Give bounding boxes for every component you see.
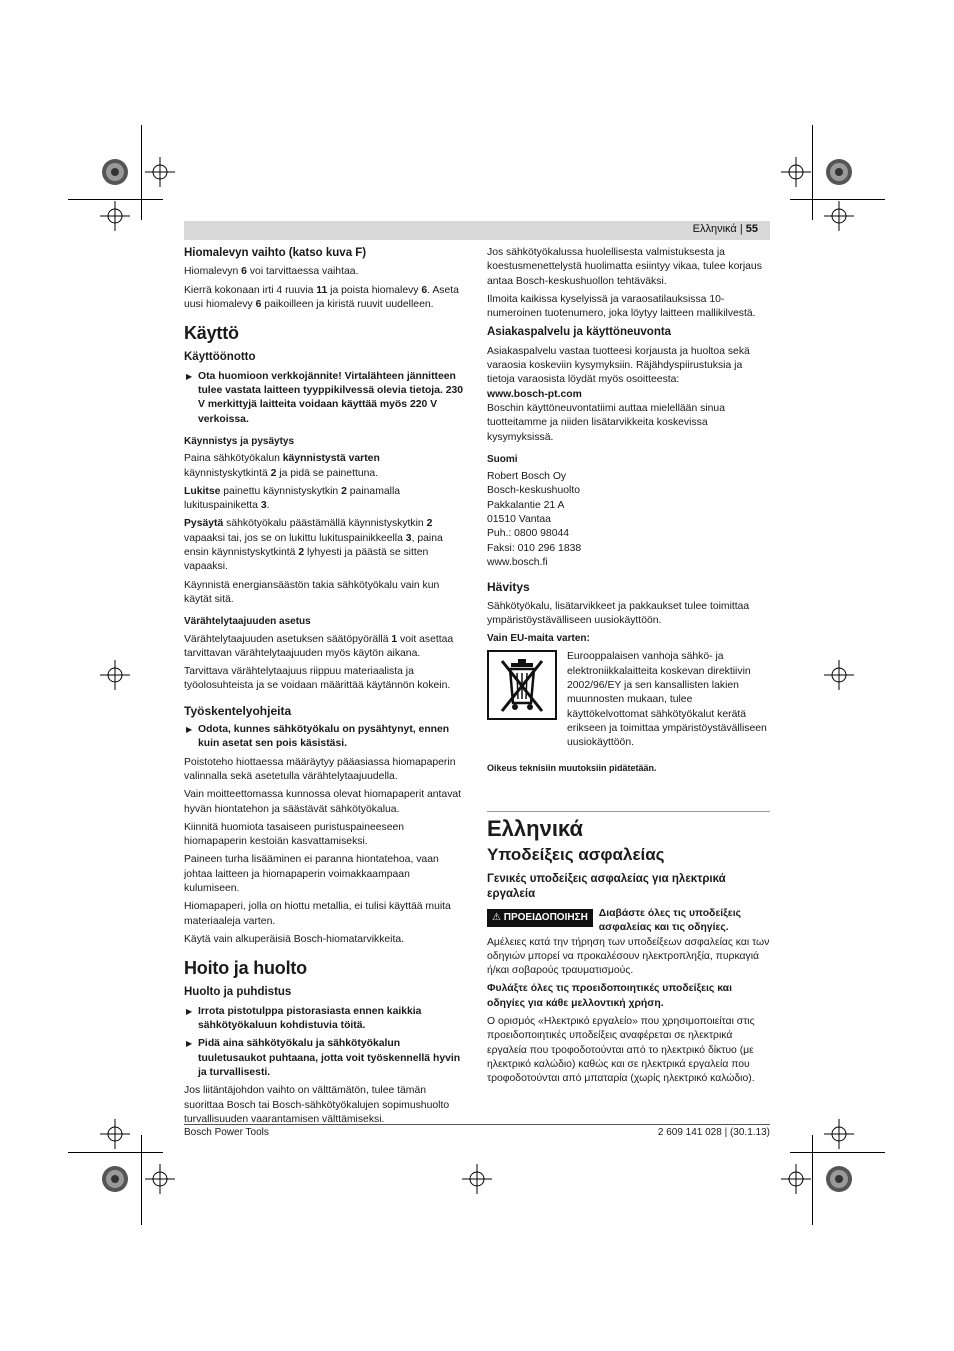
paragraph: Boschin käyttöneuvontatiimi auttaa mielellään sinua tuotteitamme ja niiden lisätarvikkeita koskevissa kysymyksissä.	[487, 402, 725, 443]
paragraph: Käynnistä energiansäästön takia sähkötyökalu vain kun käytät sitä.	[184, 579, 440, 605]
address-line: Pakkalantie 21 A	[487, 499, 565, 511]
heading-hoito: Hoito ja huolto	[184, 958, 307, 979]
paragraph: Jos liitäntäjohdon vaihto on välttämätön, tulee tämän suorittaa Bosch tai Bosch-sähkötyökalujen sopimushuolto turvallisuuden vaarantamisen välttämiseksi.	[184, 1085, 450, 1125]
paragraph: Hiomapaperi, jolla on hiottu metallia, ei tulisi käyttää muita materiaaleja varten.	[184, 901, 451, 927]
warning-badge	[487, 909, 593, 927]
heading-eu: Vain EU-maita varten:	[487, 633, 590, 645]
heading-general-safety: Γενικές υποδείξεις ασφαλείας για ηλεκτρικά εργαλεία	[487, 873, 726, 900]
paragraph: Hiomalevyn 6 voi tarvittaessa vaihtaa.	[184, 266, 359, 278]
heading-huolto: Huolto ja puhdistus	[184, 986, 292, 999]
paragraph: Käytä vain alkuperäisiä Bosch-hiomatarvikkeita.	[184, 933, 405, 945]
heading-varahtely: Värähtelytaajuuden asetus	[184, 616, 311, 628]
registration-mark-icon	[824, 157, 854, 187]
page-header-text	[693, 223, 758, 235]
warning-badge-label: ΠΡΟΕΙΔΟΠΟΙΗΣΗ	[503, 911, 588, 923]
heading-asiakaspalvelu: Asiakaspalvelu ja käyttöneuvonta	[487, 326, 672, 339]
heading-kaynnistys: Käynnistys ja pysäytys	[184, 435, 295, 447]
bullet-pida: ▶ Pidä aina sähkötyökalu ja sähkötyökalun tuuletusaukot puhtaana, jotta voit työskennellä hyvin ja turvallisesti.	[184, 1037, 466, 1080]
crop-mark	[68, 199, 163, 200]
page-number: 55	[745, 223, 758, 235]
crosshair-icon	[824, 1119, 854, 1149]
bullet-verkkojannite: ▶ Ota huomioon verkkojännite! Virtalähteen jännitteen tulee vastata laitteen tyyppikilvessä olevia tietoja. 230 V merkittyjä laitteita voidaan käyttää myös 220 V verkoissa.	[184, 370, 466, 427]
crosshair-icon	[145, 157, 175, 187]
header-separator: |	[739, 223, 743, 235]
address-line: 01510 Vantaa	[487, 514, 551, 526]
disclaimer: Oikeus teknisiin muutoksiin pidätetään.	[487, 762, 657, 773]
address-block	[487, 470, 770, 570]
crop-mark	[790, 199, 885, 200]
heading-greek: Ελληνικά	[487, 815, 583, 841]
crop-mark	[812, 1135, 813, 1225]
footer-brand: Bosch Power Tools	[184, 1127, 269, 1138]
address-line: www.bosch.fi	[487, 556, 548, 568]
paragraph: Poistoteho hiottaessa määräytyy pääasiassa hiomapaperin valinnalla sekä asetetulla värähtelytaajuudella.	[184, 756, 456, 782]
crosshair-icon	[462, 1164, 492, 1194]
paragraph: Jos sähkötyökalussa huolellisesta valmistuksesta ja koestusmenettelystä huolimatta esiintyy vikaa, tulee korjaus antaa Bosch-keskushuollon tehtäväksi.	[487, 247, 762, 287]
address-line: Faksi: 010 296 1838	[487, 542, 582, 554]
address-line: Puh.: 0800 98044	[487, 528, 570, 540]
paragraph: Lukitse painettu käynnistyskytkin 2 painamalla lukituspainiketta 3.	[184, 485, 401, 512]
crosshair-icon	[145, 1164, 175, 1194]
warning-text: Αμέλειες κατά την τήρηση των υποδείξεων ασφαλείας και των οδηγιών μπορεί να προκαλέσουν ηλεκτροπληξία, πυρκαγιά ή/και σοβαρούς τραυματισμούς.	[487, 936, 770, 977]
paragraph: Tarvittava värähtelytaajuus riippuu materiaalista ja työolosuhteista ja se voidaan määrittää käytännön kokein.	[184, 666, 451, 692]
crosshair-icon	[824, 201, 854, 231]
crop-mark	[812, 125, 813, 220]
page-header	[184, 221, 770, 240]
paragraph: Pysäytä sähkötyökalu päästämällä käynnistyskytkin 2 vapaaksi tai, jos se on lukittu lukituspainikkeella 3, paina ensin käynnistyskytkintä 2 lyhyesti ja päästä se sitten vapaaksi.	[184, 518, 443, 573]
registration-mark-icon	[100, 157, 130, 187]
warning-text-bold: Διαβάστε όλες τις υποδείξεις ασφαλείας και τις οδηγίες.	[598, 907, 742, 934]
registration-mark-icon	[100, 1164, 130, 1194]
paragraph: Asiakaspalvelu vastaa tuotteesi korjausta ja huoltoa sekä varaosia koskeviin kysymyksiin. Räjähdyspiirustuksia ja tietoja varaosista löydät myös osoitteesta:	[487, 345, 750, 386]
paragraph: Värähtelytaajuuden asetuksen säätöpyörällä 1 voit asettaa tarvittavan värähtelytaajuuden myös käytön aikana.	[184, 633, 454, 659]
paragraph: Ilmoita kaikissa kyselyissä ja varaosatilauksissa 10-numeroinen tuotenumero, joka löytyy laitteen mallikilvestä.	[487, 293, 756, 320]
crop-mark	[141, 1135, 142, 1225]
crosshair-icon	[824, 660, 854, 690]
paragraph: Paina sähkötyökalun käynnistystä varten käynnistyskytkintä 2 ja pidä se painettuna.	[184, 453, 380, 479]
bullet-odota: ▶ Odota, kunnes sähkötyökalu on pysähtynyt, ennen kuin asetat sen pois käsistäsi.	[184, 723, 466, 752]
paragraph: Kierrä kokonaan irti 4 ruuvia 11 ja poista hiomalevy 6. Aseta uusi hiomalevy 6 paikoilleen ja kiristä ruuvit uudelleen.	[184, 284, 459, 310]
heading-hiomalevy: Hiomalevyn vaihto (katso kuva F)	[184, 247, 367, 259]
left-column	[184, 246, 466, 1131]
crop-mark	[141, 125, 142, 220]
crosshair-icon	[100, 660, 130, 690]
weee-section	[487, 650, 770, 750]
bullet-irrota: ▶ Irrota pistotulppa pistorasiasta ennen kaikkia sähkötyökaluun kohdistuvia töitä.	[184, 1005, 466, 1034]
crosshair-icon	[100, 201, 130, 231]
crop-mark	[790, 1152, 885, 1153]
address-line: Bosch-keskushuolto	[487, 485, 580, 497]
crossed-bin-icon	[487, 650, 557, 720]
heading-havitys: Hävitys	[487, 580, 530, 595]
warning-triangle-icon: ⚠	[492, 911, 501, 923]
header-section: Ελληνικά	[692, 223, 737, 235]
website-url: www.bosch-pt.com	[487, 388, 582, 400]
heading-kaytto: Käyttö	[184, 323, 239, 344]
paragraph: Kiinnitä huomiota tasaiseen puristuspaineeseen hiomapaperin kestoiän kasvattamiseksi.	[184, 821, 405, 848]
paragraph-bold: Φυλάξτε όλες τις προειδοποιητικές υποδείξεις και οδηγίες για κάθε μελλοντική χρήση.	[487, 983, 732, 1009]
heading-tyoskentely: Työskentelyohjeita	[184, 703, 292, 718]
warning-block	[487, 907, 770, 936]
weee-text: Eurooppalaisen vanhoja sähkö- ja elektroniikkalaitteita koskevan direktiivin 2002/96/EY ja sen kansallisten lakien muunnosten mukaan, tulee käyttökelvottomat sähkötyökalut kerätä erikseen ja toimittaa ympäristöystävälliseen uusiokäyttöön.	[567, 651, 767, 749]
paragraph: Ο ορισμός «Ηλεκτρικό εργαλείο» που χρησιμοποιείται στις προειδοποιητικές υποδείξεις αναφέρεται σε ηλεκτρικά εργαλεία που τροφοδοτούνται από το ηλεκτρικό δίκτυο (με ηλεκτρικό καλώδιο) καθώς και σε ηλεκτρικά εργαλεία που τροφοδοτούνται από μπαταρία (χωρίς ηλεκτρικό καλώδιο).	[487, 1016, 755, 1085]
registration-mark-icon	[824, 1164, 854, 1194]
footer-rule	[184, 1124, 770, 1125]
paragraph: Vain moitteettomassa kunnossa olevat hiomapaperit antavat hyvän hiontatehon ja säästävät sähkötyökalua.	[184, 789, 462, 815]
paragraph: Sähkötyökalu, lisätarvikkeet ja pakkaukset tulee toimittaa ympäristöystävälliseen uusiokäyttöön.	[487, 600, 750, 626]
crosshair-icon	[781, 1164, 811, 1194]
paragraph: Paineen turha lisääminen ei paranna hiontatehoa, vaan johtaa laitteen ja hiomapaperin voimakkaampaan kulumiseen.	[184, 854, 439, 894]
heading-kayttoonotto: Käyttöönotto	[184, 351, 256, 364]
section-divider	[487, 811, 770, 812]
heading-suomi: Suomi	[487, 453, 518, 465]
footer-doc-number: 2 609 141 028 | (30.1.13)	[657, 1127, 770, 1138]
right-column	[487, 246, 770, 1091]
address-line: Robert Bosch Oy	[487, 471, 567, 483]
crop-mark	[68, 1152, 163, 1153]
crosshair-icon	[100, 1119, 130, 1149]
heading-safety: Υποδείξεις ασφαλείας	[487, 845, 665, 865]
crosshair-icon	[781, 157, 811, 187]
